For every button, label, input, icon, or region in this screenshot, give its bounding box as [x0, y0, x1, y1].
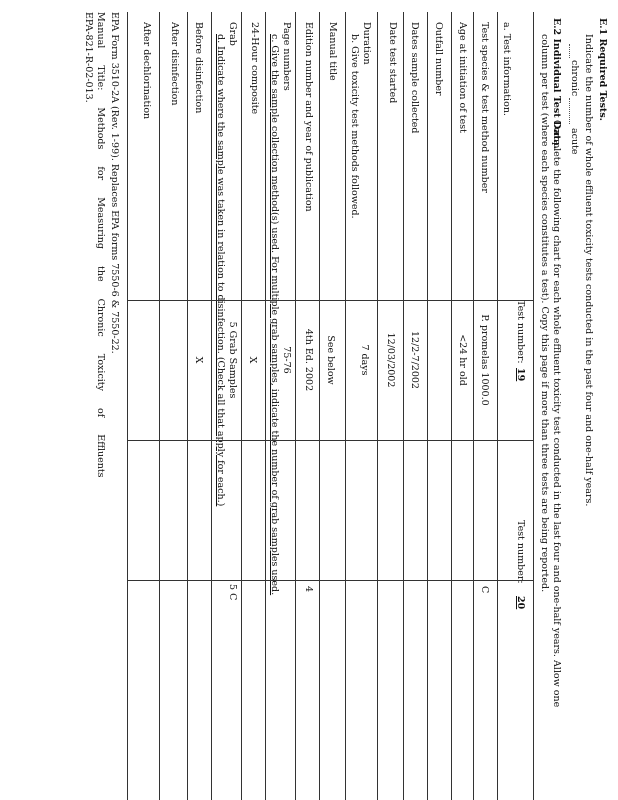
column-divider — [128, 300, 534, 301]
test-number-value: 19 — [515, 368, 526, 382]
row-line — [403, 12, 404, 800]
test-number-value-2: 20 — [515, 596, 526, 610]
section-a-label: a. Test information. — [501, 22, 512, 116]
row-line — [265, 12, 266, 800]
dates-collected-label: Dates sample collected — [409, 22, 420, 134]
row-line — [159, 12, 160, 800]
date-started-value: 12/03/2002 — [385, 332, 396, 388]
test-number-label: Test number: — [515, 300, 526, 364]
e1-heading: E.1 Required Tests. — [597, 18, 608, 121]
grab-label: Grab — [227, 22, 238, 46]
date-started-label: Date test started — [387, 22, 398, 104]
duration-value: 7 days — [359, 344, 370, 376]
edition-value: 4th Ed. 2002 — [303, 328, 314, 392]
acute-label: acute — [569, 128, 580, 155]
page-numbers-label: Page numbers — [281, 22, 292, 91]
row-line — [211, 12, 212, 800]
before-disinfection-label: Before disinfection — [193, 22, 204, 114]
dates-collected-value: 12/2-7/2002 — [409, 331, 420, 389]
after-disinfection-label: After disinfection — [169, 22, 180, 106]
section-b-label: b. Give toxicity test methods followed. — [349, 34, 360, 219]
e2-text-line2: column per test (where each species constitutes a test). Copy this page if more than three tests are being reported. — [539, 34, 550, 593]
grab-value-2: 5 C — [227, 584, 238, 601]
row-line — [345, 12, 346, 800]
duration-label: Duration — [361, 22, 372, 65]
e1-instruction: Indicate the number of whole effluent toxicity tests conducted in the past four and one-half years. — [583, 34, 594, 507]
outfall-label: Outfall number — [433, 22, 444, 96]
row-line — [241, 12, 242, 800]
row-line — [473, 12, 474, 800]
composite-value: X — [247, 356, 258, 364]
acute-blank — [569, 98, 570, 124]
table-bottom-border — [127, 12, 128, 800]
chronic-label: chronic — [569, 60, 580, 97]
before-disinfection-value: X — [193, 356, 204, 364]
composite-label: 24-Hour composite — [249, 22, 260, 115]
manual-title-value: See below — [325, 335, 336, 385]
row-line — [187, 12, 188, 800]
row-line — [451, 12, 452, 800]
edition-label: Edition number and year of publication — [303, 22, 314, 212]
row-line — [427, 12, 428, 800]
edition-value-2: 4 — [303, 586, 314, 593]
species-value-2: C — [479, 586, 490, 594]
row-line — [295, 12, 296, 800]
row-line — [377, 12, 378, 800]
footer-manual-title: Manual Title: Methods for Measuring the Chronic Toxicity of Effluents — [95, 12, 106, 478]
manual-title-label: Manual title — [327, 22, 338, 81]
e2-heading: E.2 Individual Test Data. — [551, 18, 562, 150]
grab-value: 5 Grab Samples — [227, 321, 238, 399]
age-value: <24 hr old — [457, 334, 468, 386]
section-c-label: c. Give the sample collection method(s) used. For multiple grab samples, indicate the number of grab samples used. — [269, 34, 280, 596]
chronic-blank — [569, 44, 570, 58]
test-number-label-2: Test number: — [515, 520, 526, 584]
e2-text-line1: Complete the following chart for each whole effluent toxicity test conducted in the last four and one-half years. Allow one — [551, 120, 562, 708]
species-value: P. promelas 1000.0 — [479, 314, 490, 406]
section-d-label: d. Indicate where the sample was taken in relation to disinfection. (Check all that apply for each.) — [215, 34, 226, 507]
species-label: Test species & test method number — [479, 22, 490, 193]
age-label: Age at initiation of test — [457, 22, 468, 133]
row-line — [497, 12, 498, 800]
column-divider — [128, 440, 534, 441]
footer-form-number: EPA Form 3510-2A (Rev. 1-99). Replaces EPA forms 7550-6 & 7550-22. — [109, 12, 120, 354]
footer-manual-number: EPA-821-R-02-013. — [83, 12, 94, 103]
after-dechlorination-label: After dechlorination — [141, 22, 152, 120]
row-line — [319, 12, 320, 800]
column-divider — [128, 580, 534, 581]
page-numbers-value: 75-76 — [281, 346, 292, 374]
table-top-border — [533, 12, 534, 800]
